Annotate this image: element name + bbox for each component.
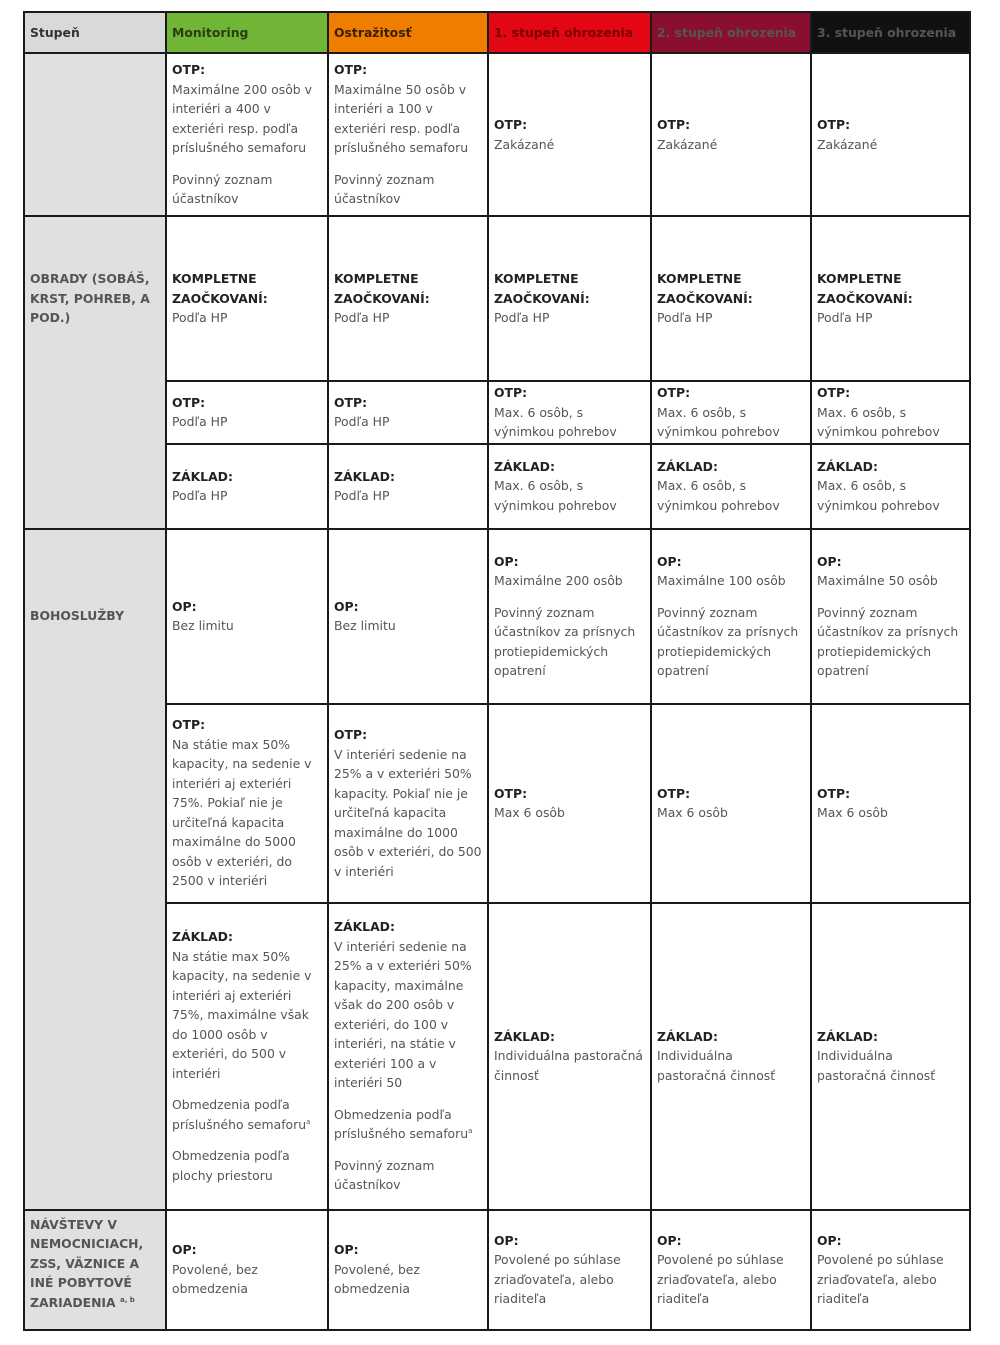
cell-text: Bez limitu	[334, 618, 396, 633]
cell-bohosluzby-otp-s2	[651, 704, 811, 903]
header-row	[24, 12, 970, 53]
op-label: OP:	[817, 1232, 842, 1248]
cell-bohosluzby-op-s1	[488, 529, 651, 704]
cell-text: Bez limitu	[172, 618, 234, 633]
cell-navstevy-op-ostrazitost	[328, 1210, 488, 1330]
cell-text: V interiéri sedenie na 25% a v exteriéri 50% kapacity, maximálne však do 200 osôb v exteriéri, do 100 v interiéri, na státie v exteriéri 100 a v interiéri 50	[334, 938, 472, 1091]
table-row	[24, 704, 970, 903]
cell-bohosluzby-zaklad-s2	[651, 903, 811, 1210]
cell-text-part: Obmedzenia podľa príslušného semaforu	[334, 1106, 469, 1142]
header-stupen-3: 3. stupeň ohrozenia	[811, 12, 970, 53]
otp-label: OTP:	[172, 62, 206, 78]
restrictions-table	[23, 11, 971, 1331]
otp-label: OTP:	[657, 785, 691, 801]
cell-text: Podľa HP	[172, 414, 228, 430]
cell-obrady-otp-ostrazitost	[328, 381, 488, 444]
cell-text: Povolené, bez obmedzenia	[334, 1261, 420, 1297]
cell-r1-monitoring	[166, 53, 328, 216]
cell-text: Maximálne 100 osôb	[657, 573, 786, 588]
otp-label: OTP:	[817, 785, 851, 801]
otp-label: OTP:	[172, 394, 206, 410]
cell-text: Max. 6 osôb, s výnimkou pohrebov	[657, 478, 780, 513]
cell-text: Zakázané	[817, 136, 878, 152]
cell-text: Povinný zoznam účastníkov za prísnych protiepidemických opatrení	[657, 604, 799, 678]
cell-r1-ostrazitost	[328, 53, 488, 216]
cell-text: Individuálna pastoračná činnosť	[817, 1048, 936, 1083]
zaklad-label: ZÁKLAD:	[817, 458, 878, 474]
cell-obrady-kompletne-ostrazitost	[328, 216, 488, 381]
cell-text: Maximálne 200 osôb v interiéri a 400 v exteriéri resp. podľa príslušného semaforu	[172, 81, 312, 156]
row-label-empty	[24, 53, 166, 216]
footnote-marker: a	[306, 1117, 311, 1126]
cell-text: Povinný zoznam účastníkov za prísnych protiepidemických opatrení	[494, 604, 636, 678]
cell-text: Zakázané	[657, 136, 718, 152]
cell-text-part: Obmedzenia podľa príslušného semaforu	[172, 1097, 307, 1132]
cell-text: Maximálne 200 osôb	[494, 573, 623, 588]
cell-text: Povinný zoznam účastníkov za prísnych protiepidemických opatrení	[817, 604, 959, 678]
zaklad-label: ZÁKLAD:	[334, 468, 395, 484]
cell-text: Povinný zoznam účastníkov	[334, 171, 435, 207]
cell-text: Maximálne 50 osôb v interiéri a 100 v exteriéri resp. podľa príslušného semaforu	[334, 81, 469, 156]
cell-bohosluzby-otp-s1	[488, 704, 651, 903]
cell-obrady-kompletne-s3	[811, 216, 970, 381]
cell-text: Podľa HP	[657, 310, 713, 326]
cell-text	[172, 1095, 322, 1134]
header-stupen: Stupeň	[24, 12, 166, 53]
table-row	[24, 216, 970, 381]
table-row	[24, 381, 970, 444]
otp-label: OTP:	[172, 717, 206, 733]
cell-bohosluzby-zaklad-ostrazitost	[328, 903, 488, 1210]
zaklad-label: ZÁKLAD:	[494, 1028, 555, 1044]
op-label: OP:	[817, 553, 842, 569]
cell-text: Na státie max 50% kapacity, na sedenie v interiéri aj exteriéri 75%. Pokiaľ nie je určiteľná kapacita maximálne do 5000 osôb v exteriéri, do 2500 v interiéri	[172, 736, 312, 889]
cell-bohosluzby-otp-ostrazitost	[328, 704, 488, 903]
otp-label: OTP:	[657, 117, 691, 132]
otp-label: OTP:	[334, 62, 368, 78]
footnote-marker: a	[468, 1127, 473, 1136]
cell-bohosluzby-op-s2	[651, 529, 811, 704]
kompletne-label: KOMPLETNE ZAOČKOVANÍ:	[817, 271, 913, 306]
cell-obrady-zaklad-s1	[488, 444, 651, 529]
cell-text: Podľa HP	[817, 310, 873, 326]
op-label: OP:	[172, 598, 197, 614]
otp-label: OTP:	[817, 385, 851, 400]
cell-text: Povolené po súhlase zriaďovateľa, alebo riaditeľa	[817, 1252, 944, 1306]
cell-navstevy-op-s2	[651, 1210, 811, 1330]
cell-navstevy-op-s3	[811, 1210, 970, 1330]
zaklad-label: ZÁKLAD:	[657, 458, 718, 474]
cell-text: Podľa HP	[334, 488, 390, 503]
otp-label: OTP:	[494, 385, 528, 400]
cell-text: Max 6 osôb	[657, 805, 728, 820]
table-row	[24, 1210, 970, 1330]
cell-navstevy-op-monitoring	[166, 1210, 328, 1330]
cell-r1-s3	[811, 53, 970, 216]
cell-bohosluzby-op-s3	[811, 529, 970, 704]
cell-obrady-zaklad-monitoring	[166, 444, 328, 529]
row-label-navstevy-text: NÁVŠTEVY V NEMOCNICIACH, ZSS, VÄZNICE A INÉ POBYTOVÉ ZARIADENIA	[30, 1216, 144, 1310]
otp-label: OTP:	[817, 117, 851, 132]
cell-obrady-otp-s3	[811, 381, 970, 444]
row-label-obrady: OBRADY (SOBÁŠ, KRST, POHREB, A POD.)	[24, 216, 166, 529]
op-label: OP:	[494, 1232, 519, 1248]
cell-navstevy-op-s1	[488, 1210, 651, 1330]
otp-label: OTP:	[334, 727, 368, 742]
otp-label: OTP:	[494, 785, 528, 801]
cell-text: Podľa HP	[334, 310, 390, 326]
cell-text: Max. 6 osôb, s výnimkou pohrebov	[817, 478, 940, 513]
cell-bohosluzby-op-monitoring	[166, 529, 328, 704]
otp-label: OTP:	[657, 385, 691, 400]
cell-obrady-zaklad-ostrazitost	[328, 444, 488, 529]
cell-text: Max 6 osôb	[817, 805, 888, 820]
zaklad-label: ZÁKLAD:	[657, 1028, 718, 1044]
cell-text: Max. 6 osôb, s výnimkou pohrebov	[494, 404, 617, 439]
row-label-navstevy	[24, 1210, 166, 1330]
cell-text	[334, 1105, 482, 1144]
cell-text: Max. 6 osôb, s výnimkou pohrebov	[657, 404, 780, 439]
header-stupen-1: 1. stupeň ohrozenia	[488, 12, 651, 53]
cell-bohosluzby-zaklad-monitoring	[166, 903, 328, 1210]
cell-text: Na státie max 50% kapacity, na sedenie v interiéri aj exteriéri 75%, maximálne však do 1000 osôb v exteriéri, do 500 v interiéri	[172, 948, 312, 1081]
cell-r1-s1	[488, 53, 651, 216]
cell-text: Podľa HP	[172, 310, 228, 326]
cell-text: Podľa HP	[172, 488, 228, 503]
cell-text: Povolené po súhlase zriaďovateľa, alebo riaditeľa	[494, 1252, 621, 1306]
cell-obrady-kompletne-s2	[651, 216, 811, 381]
cell-obrady-kompletne-s1	[488, 216, 651, 381]
cell-text: Povolené po súhlase zriaďovateľa, alebo riaditeľa	[657, 1252, 784, 1306]
cell-obrady-otp-s2	[651, 381, 811, 444]
cell-text: Povolené, bez obmedzenia	[172, 1261, 258, 1297]
zaklad-label: ZÁKLAD:	[334, 919, 395, 935]
cell-bohosluzby-otp-monitoring	[166, 704, 328, 903]
zaklad-label: ZÁKLAD:	[172, 468, 233, 484]
op-label: OP:	[657, 553, 682, 569]
zaklad-label: ZÁKLAD:	[494, 458, 555, 474]
cell-text: Obmedzenia podľa plochy priestoru	[172, 1148, 290, 1183]
cell-obrady-zaklad-s2	[651, 444, 811, 529]
op-label: OP:	[334, 598, 359, 614]
cell-text: Maximálne 50 osôb	[817, 573, 938, 588]
cell-text: Individuálna pastoračná činnosť	[657, 1048, 776, 1083]
cell-text: Povinný zoznam účastníkov	[172, 171, 273, 207]
op-label: OP:	[657, 1232, 682, 1248]
cell-bohosluzby-otp-s3	[811, 704, 970, 903]
table-row	[24, 529, 970, 704]
kompletne-label: KOMPLETNE ZAOČKOVANÍ:	[334, 271, 430, 306]
cell-bohosluzby-zaklad-s1	[488, 903, 651, 1210]
cell-obrady-otp-s1	[488, 381, 651, 444]
cell-text: Povinný zoznam účastníkov	[334, 1157, 435, 1193]
cell-obrady-zaklad-s3	[811, 444, 970, 529]
kompletne-label: KOMPLETNE ZAOČKOVANÍ:	[494, 271, 590, 306]
cell-text: Individuálna pastoračná činnosť	[494, 1048, 644, 1083]
table-row	[24, 903, 970, 1210]
zaklad-label: ZÁKLAD:	[817, 1028, 878, 1044]
cell-obrady-otp-monitoring	[166, 381, 328, 444]
footnote-marker: a, b	[119, 1295, 135, 1304]
op-label: OP:	[172, 1242, 197, 1258]
zaklad-label: ZÁKLAD:	[172, 929, 233, 944]
cell-text: Podľa HP	[334, 414, 390, 430]
otp-label: OTP:	[494, 117, 528, 132]
cell-obrady-kompletne-monitoring	[166, 216, 328, 381]
otp-label: OTP:	[334, 394, 368, 410]
cell-text: V interiéri sedenie na 25% a v exteriéri 50% kapacity. Pokiaľ nie je určiteľná kapacita maximálne do 1000 osôb v exteriéri, do 500 v interiéri	[334, 746, 482, 879]
cell-bohosluzby-zaklad-s3	[811, 903, 970, 1210]
op-label: OP:	[494, 553, 519, 569]
row-label-bohosluzby: BOHOSLUŽBY	[24, 529, 166, 1210]
cell-text: Max. 6 osôb, s výnimkou pohrebov	[817, 404, 940, 439]
table-row	[24, 444, 970, 529]
cell-text: Podľa HP	[494, 310, 550, 326]
cell-text: Zakázané	[494, 136, 555, 152]
header-monitoring: Monitoring	[166, 12, 328, 53]
cell-text: Max 6 osôb	[494, 805, 565, 820]
cell-bohosluzby-op-ostrazitost	[328, 529, 488, 704]
header-ostrazitost: Ostražitosť	[328, 12, 488, 53]
op-label: OP:	[334, 1242, 359, 1258]
cell-r1-s2	[651, 53, 811, 216]
header-stupen-2: 2. stupeň ohrozenia	[651, 12, 811, 53]
table-row	[24, 53, 970, 216]
cell-text: Max. 6 osôb, s výnimkou pohrebov	[494, 478, 617, 513]
kompletne-label: KOMPLETNE ZAOČKOVANÍ:	[657, 271, 753, 306]
kompletne-label: KOMPLETNE ZAOČKOVANÍ:	[172, 271, 268, 306]
